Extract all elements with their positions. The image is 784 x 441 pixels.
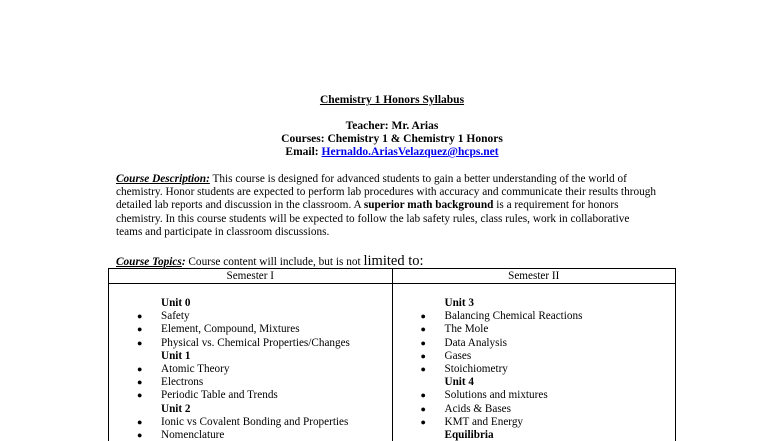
math-requirement: superior math background [363,199,494,212]
semester-2-header: Semester II [392,269,676,284]
list-item-text: Physical vs. Chemical Properties/Changes [161,336,350,349]
unit-2-heading: Unit 2 [161,402,191,415]
unit-4-heading: Unit 4 [444,376,475,389]
unit-0-heading: Unit 0 [161,297,191,309]
page-title: Chemistry 1 Honors Syllabus [319,94,465,106]
list-item-text: Ionic vs Covalent Bonding and Properties [161,415,349,428]
list-item [137,336,392,350]
bullet-icon: ● [420,363,426,374]
list-item-text: Gases [444,349,472,362]
list-item-text: Data Analysis [444,336,507,349]
list-item-text: Element, Compound, Mixtures [161,323,300,336]
list-item [420,402,676,416]
email-label: Email: [285,146,322,158]
bullet-icon: ● [137,390,143,401]
list-item-text: Balancing Chemical Reactions [444,310,583,323]
equilibria-heading: Equilibria [444,428,494,441]
email-line [0,146,784,159]
table-header-row [109,269,676,284]
description-line-4: chemistry. In this course students will be expected to follow the lab safety rules, class rules, work in collaborative [116,212,630,225]
description-line-3 [116,199,676,212]
list-item [137,428,392,441]
description-line-5: teams and participate in classroom discussions. [116,225,330,238]
list-item-text: Periodic Table and Trends [161,389,278,402]
course-description [116,173,676,239]
list-item [420,336,676,350]
table-body-row [109,284,676,441]
description-line-1 [116,173,676,186]
list-item-text: The Mole [444,323,489,336]
description-text-1: This course is designed for advanced students to gain a better understanding of the world of [209,173,627,185]
course-topics [116,254,424,269]
list-item-text: Electrons [161,376,204,389]
bullet-icon: ● [137,311,143,322]
topics-label: Course Topics [116,256,182,268]
bullet-icon: ● [420,337,426,348]
bullet-icon: ● [137,363,143,374]
list-item [137,323,392,336]
list-item [420,415,676,429]
topics-big-text: limited to: [363,253,424,269]
list-item-text: Atomic Theory [161,362,230,375]
courses-line: Courses: Chemistry 1 & Chemistry 1 Honors [281,133,503,145]
bullet-icon: ● [137,416,143,427]
bullet-icon: ● [137,324,143,335]
list-item-text: Solutions and mixtures [444,389,548,402]
bullet-icon: ● [420,324,426,335]
list-item [420,310,676,323]
topics-text: Course content will include, but is not [185,256,364,268]
list-item [137,415,392,429]
list-item [137,310,392,323]
list-item [420,362,676,376]
semester-1-header: Semester I [109,269,393,284]
teacher-line: Teacher: Mr. Arias [345,120,439,132]
list-item-text: Safety [161,310,190,323]
list-item-text: KMT and Energy [444,415,524,428]
bullet-icon: ● [420,416,426,427]
list-item-text: Nomenclature [161,428,225,441]
list-item [137,389,392,402]
bullet-icon: ● [137,429,143,440]
list-item [420,323,676,336]
bullet-icon: ● [137,377,143,388]
bullet-icon: ● [137,337,143,348]
topics-table [108,268,676,441]
unit-1-heading: Unit 1 [161,349,191,362]
topics-colon: : [181,256,186,268]
list-item [420,389,676,402]
unit-3-heading: Unit 3 [444,297,475,309]
bullet-icon: ● [420,403,426,414]
list-item [420,349,676,363]
list-item-text: Acids & Bases [444,402,511,415]
semester-2-cell [392,284,676,441]
bullet-icon: ● [420,390,426,401]
list-item-text: Stoichiometry [444,362,508,375]
email-link[interactable]: Hernaldo.AriasVelazquez@hcps.net [321,146,499,158]
semester-1-cell [109,284,393,441]
description-text-3b: is a requirement for honors [493,199,619,212]
description-line-2: chemistry. Honor students are expected to perform lab procedures with accuracy and communicate their results through [116,186,657,199]
description-label: Course Description: [116,173,210,185]
list-item [137,362,392,376]
bullet-icon: ● [420,311,426,322]
bullet-icon: ● [420,350,426,361]
description-text-3a: detailed lab reports and discussion in the classroom. A [116,199,364,212]
list-item [137,376,392,389]
